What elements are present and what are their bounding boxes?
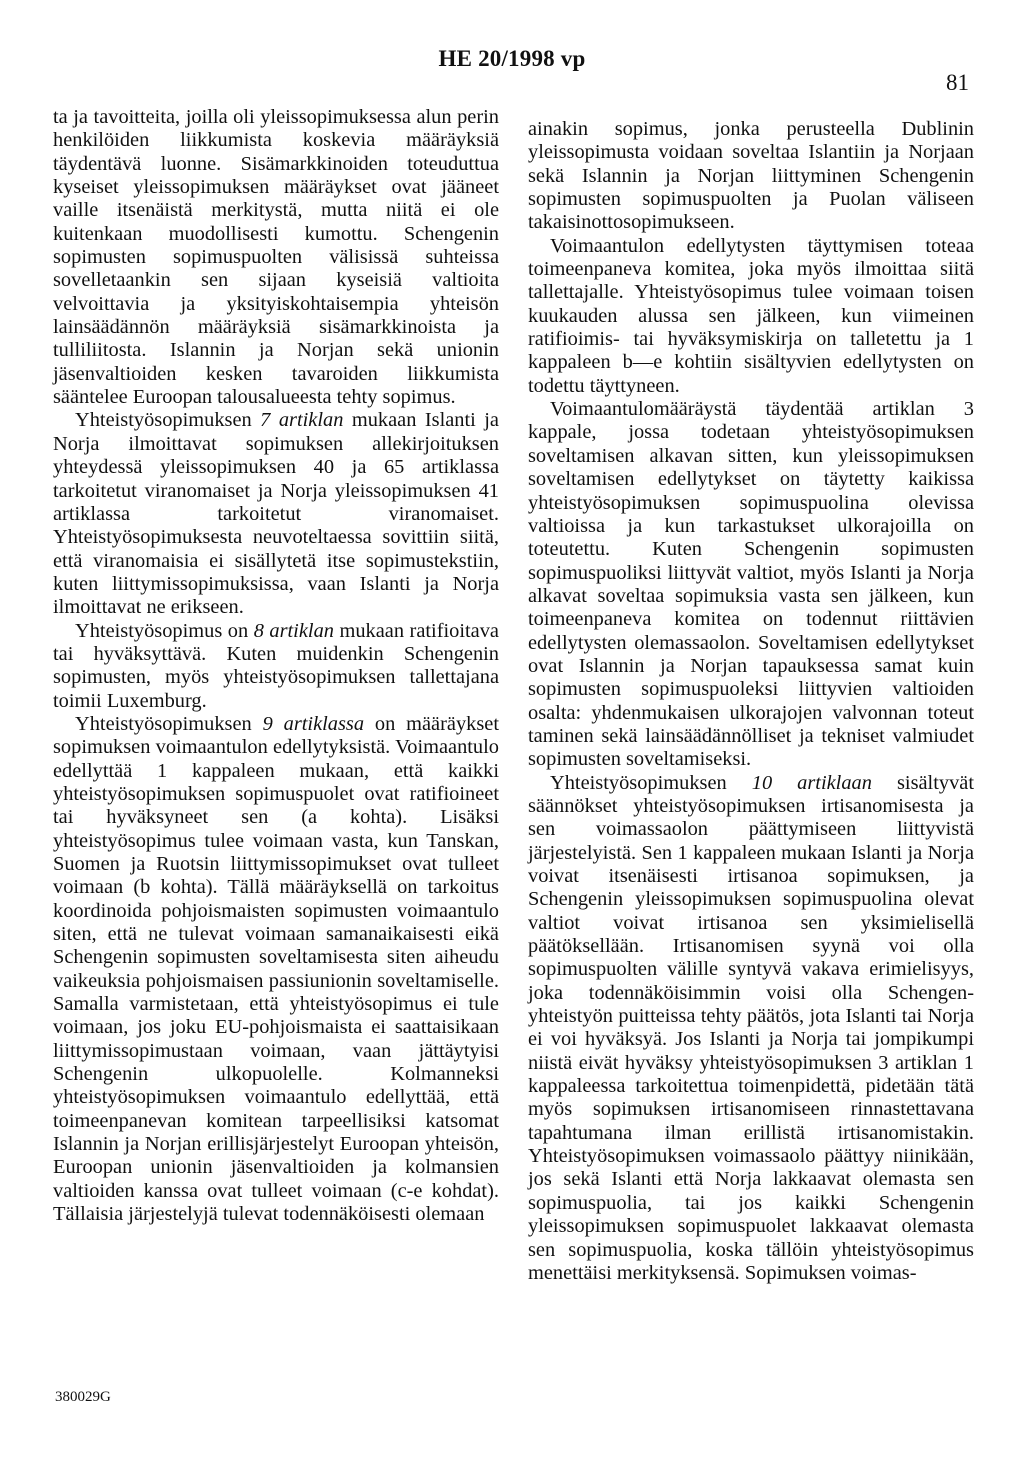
left-paragraph-4: Yhteistyösopimuksen 9 artiklassa on määräykset sopimuksen voimaantulon edellytyksistä. Voimaantulo edellyttää 1 kappaleen mukaan, että kaikki yhteistyösopimuksen sopimuspuolet ovat ratifioineet tai hyväksyneet sen (a kohta). Lisäksi yhteistyösopimus tulee voimaan vasta, kun Tanskan, Suomen ja Ruotsin liittymissopimukset ovat tulleet voimaan (b kohta). Tällä määräyksellä on tarkoitus koordinoida pohjoismaisten sopimusten voimaantulo siten, että ne tulevat voimaan samanaikaisesti eikä Schengenin sopimusten soveltamisesta siten aiheudu vaikeuksia pohjoismaisen passiunionin soveltamiselle. Samalla varmistetaan, että yhteistyösopimus ei tule voimaan, jos joku EU-pohjoismaista ei saattaisikaan liittymissopimustaan voimaan, vaan jättäytyisi Schengenin ulkopuolelle. Kolmanneksi yhteistyösopimuksen voimaantulo edellyttää, että toimeenpanevan komitean tarpeellisiksi katsomat Islannin ja Norjan erillisjärjestelyt Euroopan yhteisön, Euroopan unionin jäsenvaltioiden ja kolmansien valtioiden kanssa ovat tulleet voimaan (c-e kohdat). Tällaisia järjestelyjä tulevat todennäköisesti olemaan xyxy=(53,712,499,1226)
article-reference: 7 artiklan xyxy=(260,409,344,432)
right-paragraph-4: Yhteistyösopimuksen 10 artiklaan sisältyvät säännökset yhteistyösopimuksen irtisanomisesta ja sen voimassaolon päättymiseen liittyvistä järjestelyistä. Sen 1 kappaleen mukaan Islanti ja Norja voivat itsenäisesti irtisanoa sopimuksen, ja Schengenin yleissopimuksen sopimuspuolina olevat valtiot voivat irtisanoa sen yksimielisellä päätöksellään. Irtisanomisen syynä voi olla sopimuspuolten välille syntyvä vakava erimielisyys, joka todennäköisimmin voisi olla Schengen-yhteistyön puitteissa tehty päätös, jota Islanti tai Norja ei voi hyväksyä. Jos Islanti ja Norja tai jompikumpi niistä eivät hyväksy yhteistyösopimuksen 3 artiklan 1 kappaleessa tarkoitettua toimenpidettä, pidetään tätä myös sopimuksen irtisanomiseen rinnastettavana tapahtumana ilman erillistä irtisanomistakin. Yhteistyösopimuksen voimassaolo päättyy niinikään, jos sekä Islanti että Norja lakkaavat olemasta sen sopimuspuolia, tai jos kaikki Schengenin yleissopimuksen sopimuspuolet lakkaavat olemasta sen sopimuspuolia, koska tällöin yhteistyösopimus menettäisi merkityksensä. Sopimuksen voimas- xyxy=(528,771,974,1284)
right-paragraph-1: ainakin sopimus, jonka perusteella Dublinin yleissopimusta voidaan soveltaa Islantiin ja Norjaan sekä Islannin ja Norjan liittyminen Schengenin sopimusten sopimuspuolten ja Puolan väliseen takaisinottosopimukseen. xyxy=(528,118,974,234)
left-paragraph-1: ta ja tavoitteita, joilla oli yleissopimuksessa alun perin henkilöiden liikkumista koskevia määräyksiä täydentävä luonne. Sisämarkkinoiden toteuduttua kyseiset yleissopimuksen määräykset ovat jääneet vaille itsenäistä merkitystä, mutta niitä ei ole kuitenkaan muodollisesti kumottu. Schengenin sopimusten sopimuspuolten välisissä suhteissa sovelletaankin sen sijaan kyseisiä valtioita velvoittavia ja yksityiskohtaisempia yhteisön lainsäädännön määräyksiä sisämarkkinoista ja tulliliitosta. Islannin ja Norjan sekä unionin jäsenvaltioiden kesken tavaroiden liikkumista sääntelee Euroopan talousalueesta tehty sopimus. xyxy=(53,106,499,409)
article-reference: 9 artiklassa xyxy=(262,712,365,735)
article-reference: 10 artiklaan xyxy=(751,771,872,794)
page-header-title: HE 20/1998 vp xyxy=(438,46,586,71)
left-column xyxy=(53,106,499,1227)
left-paragraph-3: Yhteistyösopimus on 8 artiklan mukaan ratifioitava tai hyväksyttävä. Kuten muidenkin Schengenin sopimusten, myös yhteistyösopimuksen tallettajana toimii Luxemburg. xyxy=(53,619,499,712)
document-code: 380029G xyxy=(55,1389,111,1405)
left-paragraph-2: Yhteistyösopimuksen 7 artiklan mukaan Islanti ja Norja ilmoittavat sopimuksen allekirjoituksen yhteydessä yleissopimuksen 40 ja 65 artiklassa tarkoitetut viranomaiset ja Norja yleissopimuksen 41 artiklassa tarkoitetut viranomaiset. Yhteistyösopimuksesta neuvoteltaessa sovittiin siitä, että viranomaisia ei sisällytetä itse sopimustekstiin, kuten liittymissopimuksissa, vaan Islanti ja Norja ilmoittavat ne erikseen. xyxy=(53,409,499,619)
right-paragraph-3: Voimaantulomääräystä täydentää artiklan 3 kappale, jossa todetaan yhteistyösopimuksen soveltamisen alkavan sitten, kun yleissopimuksen soveltamisen edellytykset on täytetty kaikissa yhteistyösopimuksen sopimuspuolina olevissa valtioissa ja kun tarkastukset ulkorajoilla on toteutettu. Kuten Schengenin sopimusten sopimuspuoliksi liittyvät valtiot, myös Islanti ja Norja alkavat soveltaa sopimuksia vasta sen jälkeen, kun toimeenpaneva komitea on todennut riittävien edellytysten olemassaolon. Soveltamisen edellytykset ovat Islannin ja Norjan tapauksessa samat kuin sopimusten sopimuspuoleksi liittyvien valtioiden osalta: yhdenmukaisen ulkorajojen valvonnan toteut taminen sekä lainsäädännölliset ja tekniset valmiudet sopimusten soveltamiseksi. xyxy=(528,398,974,771)
article-reference: 8 artiklan xyxy=(253,619,334,642)
right-paragraph-2: Voimaantulon edellytysten täyttymisen toteaa toimeenpaneva komitea, joka myös ilmoittaa siitä tallettajalle. Yhteistyösopimus tulee voimaan toisen kuukauden alussa sen jälkeen, kun viimeinen ratifioimis- tai hyväksymiskirja on talletettu ja 1 kappaleen b—e kohtiin sisältyvien edellytysten on todettu täyttyneen. xyxy=(528,234,974,397)
right-column xyxy=(528,118,974,1285)
page-number: 81 xyxy=(946,70,969,95)
